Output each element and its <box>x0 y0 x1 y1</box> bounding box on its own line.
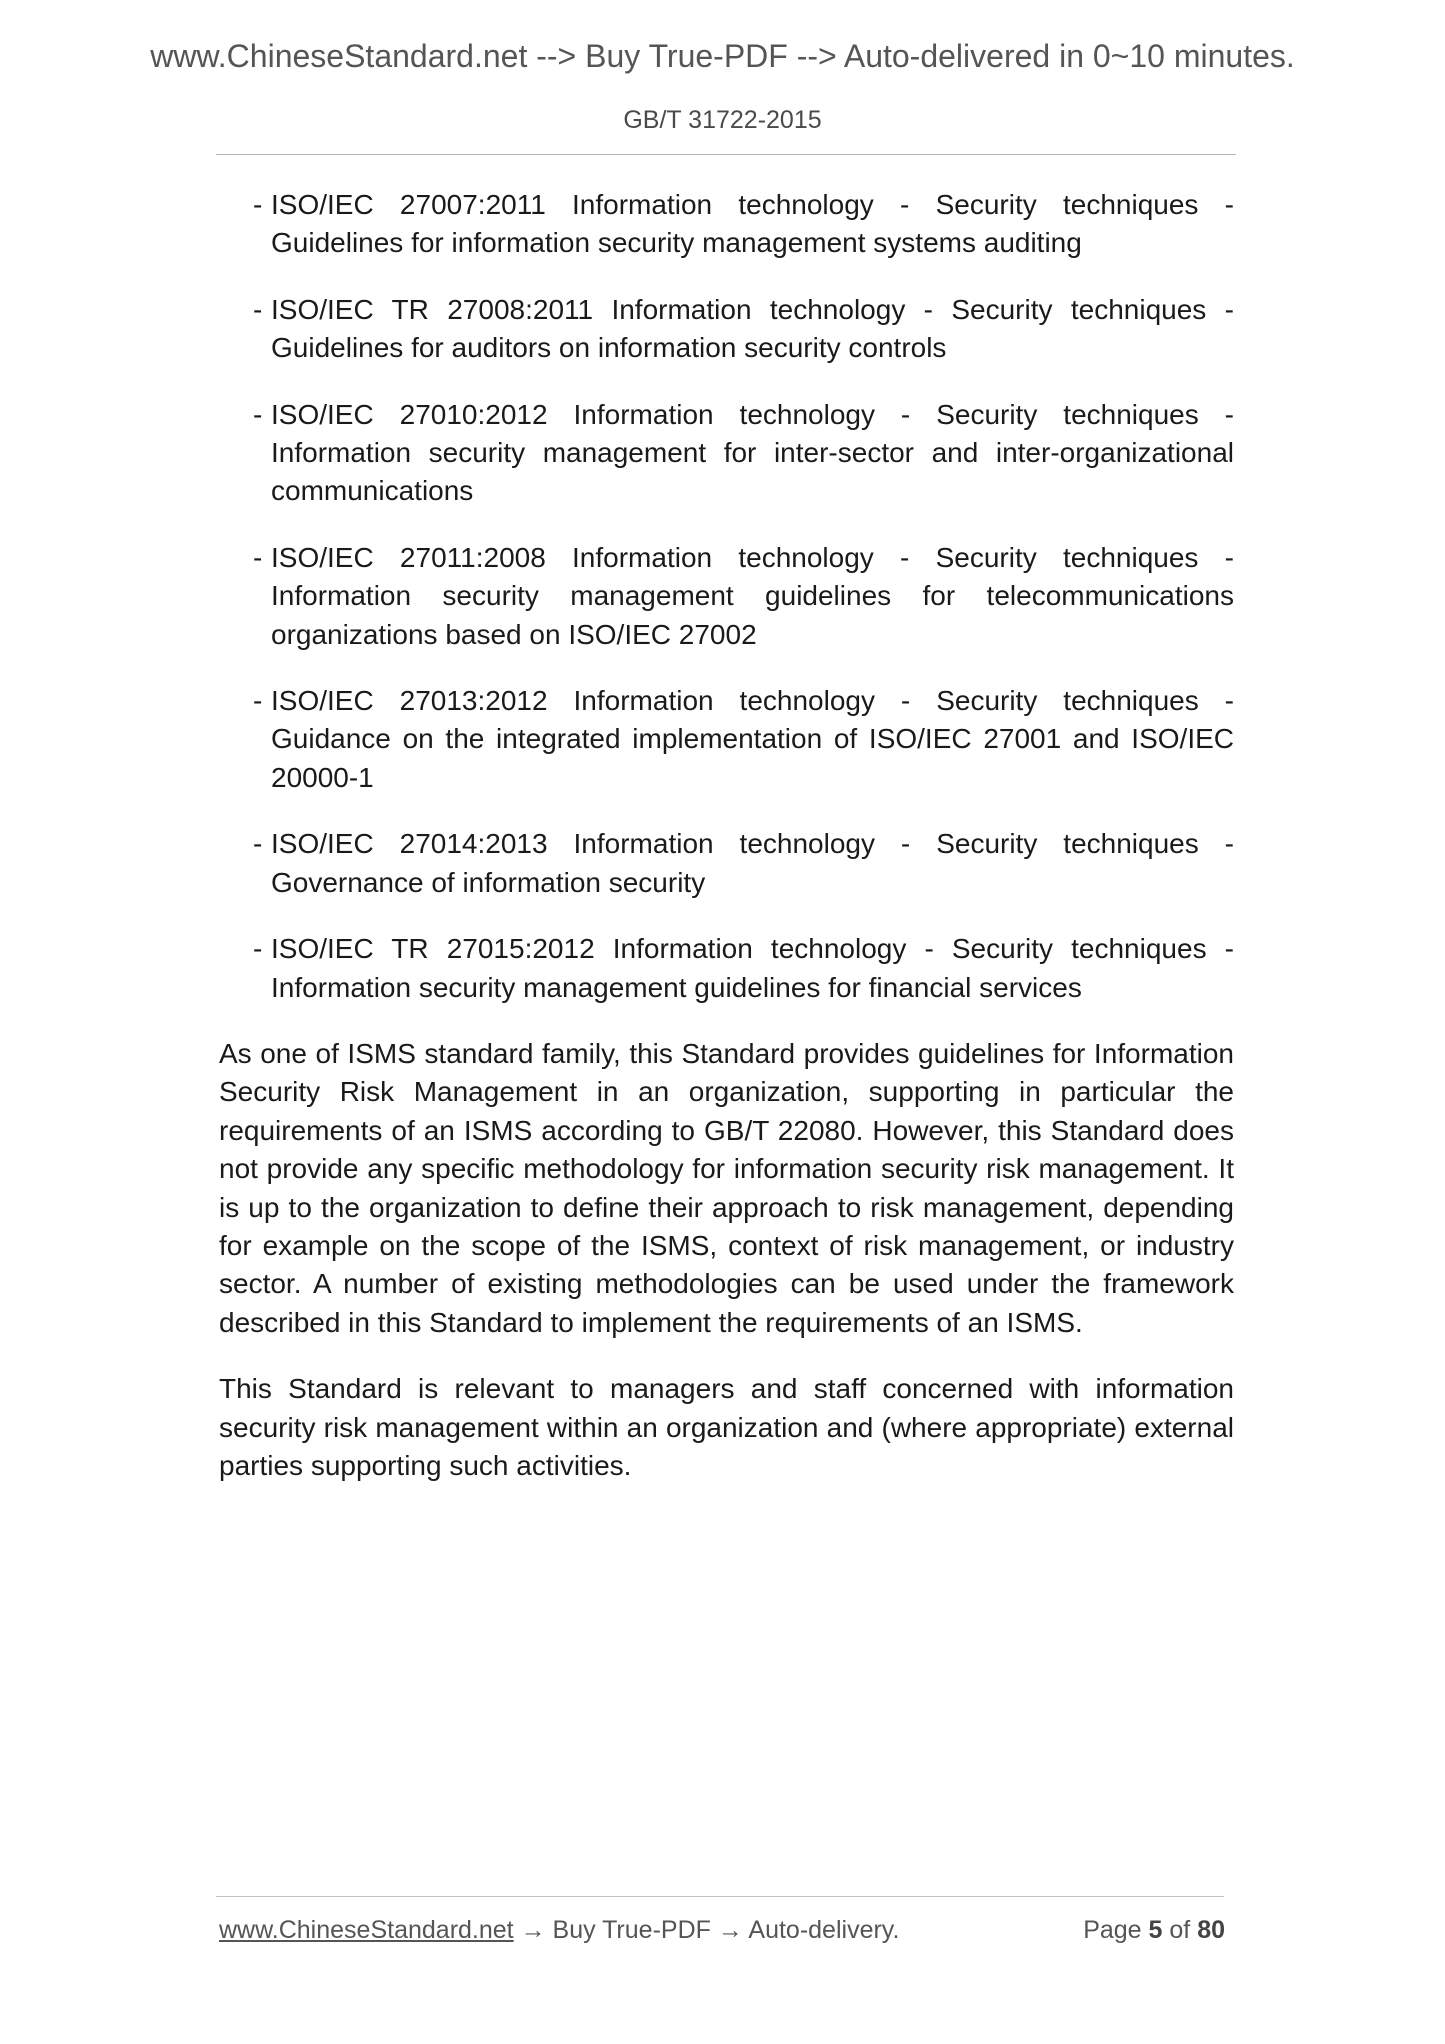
site-link[interactable]: www.ChineseStandard.net <box>219 1916 514 1944</box>
reference-list <box>219 186 1234 1007</box>
footer-promo <box>219 1916 899 1945</box>
list-item <box>219 825 1234 902</box>
footer-divider <box>216 1896 1224 1897</box>
list-item <box>219 396 1234 511</box>
reference-text: ISO/IEC 27011:2008 Information technology - Security techniques - Information security management guidelines for telecommunications organizations based on ISO/IEC 27002 <box>271 541 1234 650</box>
list-dash: - <box>253 293 263 325</box>
body-paragraph-audience: This Standard is relevant to managers and staff concerned with information security risk management within an organization and (where appropriate) external parties supporting such activities. <box>219 1373 1234 1481</box>
reference-text: ISO/IEC 27013:2012 Information technology - Security techniques - Guidance on the integrated implementation of ISO/IEC 27001 and ISO/IEC 20000-1 <box>271 685 1234 793</box>
list-dash: - <box>253 398 263 430</box>
site-banner: www.ChineseStandard.net --> Buy True-PDF --> Auto-delivered in 0~10 minutes. <box>150 38 1295 74</box>
list-dash: - <box>253 685 263 717</box>
list-dash: - <box>253 828 263 860</box>
body-paragraph-scope: As one of ISMS standard family, this Standard provides guidelines for Information Security Risk Management in an organization, supporting in particular the requirements of an ISMS according to GB/T 22080. However, this Standard does not provide any specific methodology for information security risk management. It is up to the organization to define their approach to risk management, depending for example on the scope of the ISMS, context of risk management, or industry sector. A number of existing methodologies can be used under the framework described in this Standard to implement the requirements of an ISMS. <box>219 1037 1234 1338</box>
of-label: of <box>1162 1916 1198 1944</box>
reference-text: ISO/IEC TR 27008:2011 Information technology - Security techniques - Guidelines for auditors on information security controls <box>271 293 1234 364</box>
list-item <box>219 930 1234 1007</box>
reference-text: ISO/IEC 27010:2012 Information technology - Security techniques - Information security management for inter-sector and inter-organizational communications <box>271 398 1234 507</box>
page-indicator <box>1083 1916 1225 1945</box>
page-body <box>219 186 1234 1513</box>
document-number: GB/T 31722-2015 <box>623 106 822 134</box>
list-dash: - <box>253 189 263 220</box>
page-label: Page <box>1083 1916 1149 1944</box>
footer-tagline: → Buy True-PDF → Auto-delivery. <box>513 1916 900 1944</box>
header-divider <box>216 154 1236 155</box>
list-item <box>219 539 1234 654</box>
list-item <box>219 186 1234 263</box>
list-dash: - <box>253 541 263 573</box>
page-total: 80 <box>1197 1916 1225 1944</box>
reference-text: ISO/IEC 27007:2011 Information technology - Security techniques - Guidelines for information security management systems auditing <box>271 189 1234 259</box>
page-number: 5 <box>1148 1916 1163 1944</box>
reference-text: ISO/IEC 27014:2013 Information technology - Security techniques - Governance of information security <box>271 828 1234 898</box>
reference-text: ISO/IEC TR 27015:2012 Information technology - Security techniques - Information security management guidelines for financial services <box>271 933 1234 1003</box>
list-item <box>219 291 1234 368</box>
list-dash: - <box>253 933 263 965</box>
list-item <box>219 682 1234 797</box>
